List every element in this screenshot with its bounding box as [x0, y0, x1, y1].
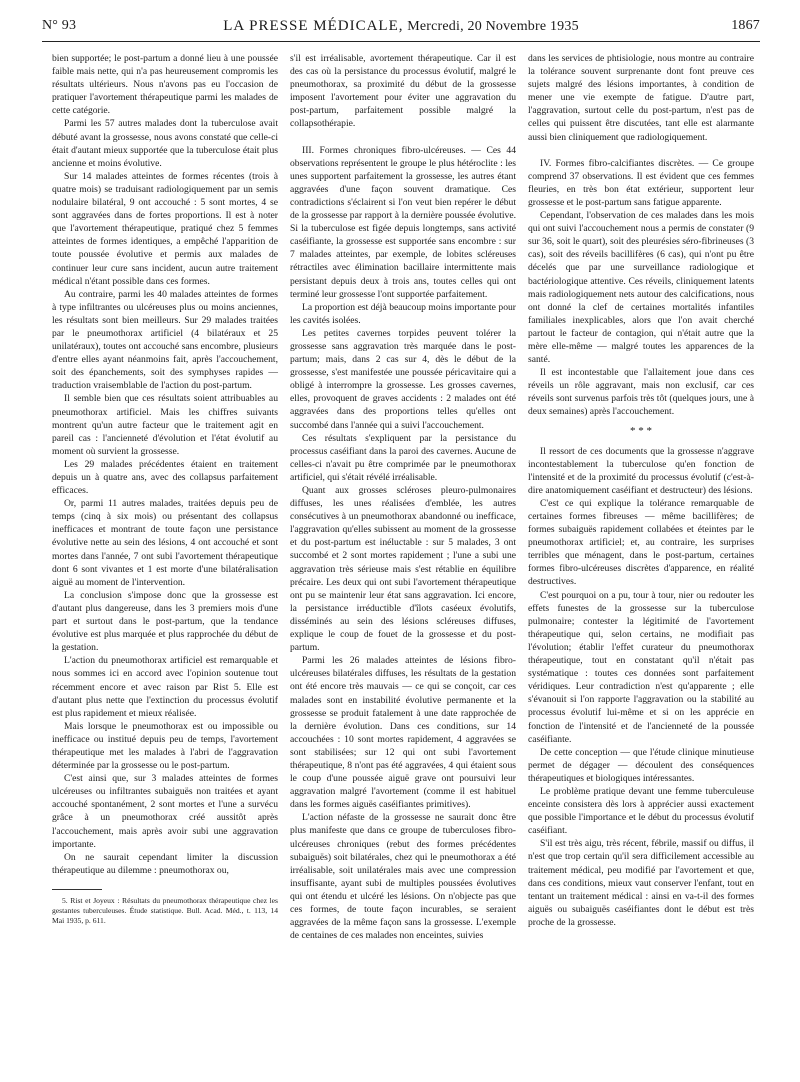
paragraph: L'action néfaste de la grossesse ne saurait donc être plus manifeste que dans ce groupe de tuberculoses fibro-ulcéreuses chroniques (rebut des formes précédentes subaiguës) soit bilatérales, chez qui le pneumothorax a été irréalisable, soit unilatérales mais avec une compression insuffisante, ayant subi de multiples poussées évolutives qui ont étendu et ulcéré les lésions. On n'objecte pas que ces formes, de toute façon incurables, se seraient aggravées de la même façon sans la grossesse. L'exemple de centaines de ces malades non enceintes, suivies	[290, 812, 516, 942]
paragraph: Sur 14 malades atteintes de formes récentes (trois à quatre mois) se traduisant radiologiquement par un semis nodulaire bilatéral, 9 ont accouché : 5 sont mortes, 4 se sont aggravées dans de fortes proportions. Il est à noter que l'avortement thérapeutique, pratiqué chez 5 femmes atteintes de formes identiques, a empêché l'apparition de toute poussée évolutive et permis aux malades de continuer leur cure sans incident, aucun autre traitement médical n'étant possible dans ces formes.	[52, 170, 278, 287]
paragraph: C'est ainsi que, sur 3 malades atteintes de formes ulcéreuses ou infiltrantes subaiguës non traitées et ayant accouché spontanément, 2 sont mortes et l'une a survécu grâce à un pneumothorax créé aussitôt après l'accouchement, mais après avoir subi une aggravation importante.	[52, 773, 278, 850]
paragraph: Parmi les 57 autres malades dont la tuberculose avait débuté avant la grossesse, nous avons constaté que celle-ci était d'autant mieux supportée que la tuberculose était plus ancienne et moins évolutive.	[52, 118, 278, 169]
page-number: 1867	[731, 18, 760, 33]
paragraph: Il est incontestable que l'allaitement joue dans ces réveils un rôle aggravant, mais non exclusif, car ces réveils sont survenus parfois très tôt (quelques jours, une à deux semaines) après l'accouchement.	[528, 367, 754, 418]
paragraph: IV. Formes fibro-calcifiantes discrètes. — Ce groupe comprend 37 observations. Il est évident que ces femmes fleuries, en très bon état extérieur, supportent leur grossesse et le post-partum sans fatigue apparente.	[528, 157, 754, 208]
paragraph: Cependant, l'observation de ces malades dans les mois qui ont suivi l'accouchement nous a permis de constater (9 sur 36, soit le quart), soit des pleurésies séro-fibrineuses (3 cas), soit des réveils bacillifères (6 cas), qui n'ont pu être décelés que par une surveillance radiologique et bactériologique attentive. Ces réveils, cliniquement latents mais radiologiquement nets autour des calcifications, nous ont donné la clef de certaines mortalités infantiles familiales inexplicables, alors que l'on avait cherché partout le facteur de contagion, qui n'était autre que la mère elle-même — malgré toutes les apparences de la santé.	[528, 210, 754, 366]
paragraph: Il semble bien que ces résultats soient attribuables au pneumothorax artificiel. Mais les chiffres suivants montrent qu'un autre facteur que le traitement agit en pareil cas : l'ancienneté d'évolution et l'état évolutif au moment où survient la grossesse.	[52, 393, 278, 457]
paragraph: On ne saurait cependant limiter la discussion thérapeutique au dilemme : pneumothorax ou,	[52, 851, 278, 876]
header-rule	[42, 41, 760, 42]
paragraph: s'il est irréalisable, avortement thérapeutique. Car il est des cas où la persistance du processus évolutif, malgré le pneumothorax, sa proximité du début de la grossesse imposent l'avortement pour éviter une aggravation du post-partum, parfaitement possible malgré la collapsothérapie.	[290, 53, 516, 130]
paragraph: Ces résultats s'expliquent par la persistance du processus caséifiant dans la paroi des cavernes. Aucune de celles-ci n'avait pu être comprimée par le pneumothorax artificiel, qui s'était révélé irréalisable.	[290, 432, 516, 483]
paragraph: Quant aux grosses scléroses pleuro-pulmonaires diffuses, les unes réalisées d'emblée, les autres consécutives à un pneumothorax abandonné ou inefficace, l'aggravation qu'elles subissent au moment de la grossesse et du post-partum est inéluctable : sur 5 malades, 3 ont succombé et 2 sont mortes rapidement ; l'une a subi une aggravation très sérieuse mais s'est rétablie en équilibre précaire. Les deux qui ont subi l'avortement thérapeutique ont pu se maintenir leur état sans aggravation. Ici encore, la persistance irréductible d'îlots caséeux évolutifs, disséminés au sein des lésions scléreuses diffuses, explique le coup de fouet de la grossesse et du post-partum.	[290, 485, 516, 654]
column-2	[290, 52, 516, 942]
paragraph: Le problème pratique devant une femme tuberculeuse enceinte consistera dès lors à apprécier aussi exactement que possible l'importance et le début du processus évolutif caséifiant.	[528, 785, 754, 837]
column-1	[52, 52, 278, 926]
footnote: 5. Rist et Joyeux : Résultats du pneumothorax thérapeutique chez les gestantes tuberculeuses. Étude statistique. Bull. Acad. Méd., t. 113, 14 Mai 1935, p. 611.	[52, 895, 278, 925]
page-header	[42, 18, 760, 40]
paragraph: III. Formes chroniques fibro-ulcéreuses. — Ces 44 observations représentent le groupe le plus hétéroclite : les unes supportent parfaitement la grossesse, les autres étant aggravées d'une façon souvent dramatique. Ces contradictions s'éclairent si l'on veut bien repérer le début de la grossesse par rapport à la dernière poussée évolutive. Si la tuberculose est figée depuis longtemps, sans activité caséifiante, la grossesse est supportée sans encombre : sur 7 malades atteintes, par exemple, de lobites scléreuses rétractiles avec élimination bacillaire intermittente mais persistant depuis deux à trois ans, toutes celles qui ont terminé leur grossesse l'ont supportée parfaitement.	[290, 144, 516, 300]
paragraph: Au contraire, parmi les 40 malades atteintes de formes à type infiltrantes ou ulcéreuses plus ou moins anciennes, les résultats sont bien meilleurs. Sur 29 malades traitées par le pneumothorax artificiel (4 bilatéraux et 25 unilatéraux), toutes ont accouché sans encombre, plusieurs d'entre elles ayant néanmoins fait, après l'accouchement, soit des épanchements, soit des symphyses rapides — traduction vraisemblable de l'action du post-partum.	[52, 288, 278, 392]
paragraph: Les petites cavernes torpides peuvent tolérer la grossesse sans aggravation très marquée dans le post-partum; mais, dans 2 cas sur 4, dès le début de la grossesse, s'est manifestée une poussée péricavitaire qui a obligé à interrompre la grossesse. Les grosses cavernes, elles, provoquent de graves accidents : 2 malades ont été aggravées dans des proportions telles qu'elles ont succombé dans l'année qui a suivi l'accouchement.	[290, 327, 516, 431]
journal-name: LA PRESSE MÉDICALE,	[223, 18, 404, 34]
paragraph: C'est ce qui explique la tolérance remarquable de certaines formes fibreuses — même bacillifères; de formes subaiguës rapidement collabées et éteintes par le pneumothorax artificiel; et, au contraire, les surprises terribles que ménagent, dans le post-partum, certaines formes fibro-ulcéreuses discrètes d'apparence, en réalité destructives.	[528, 497, 754, 588]
issue-date: Mercredi, 20 Novembre 1935	[407, 19, 579, 34]
paragraph: Or, parmi 11 autres malades, traitées depuis peu de temps (cinq à six mois) ou présentant des collapsus inefficaces et montrant de toute façon une persistance évolutive nette au sein des lésions, 4 ont accouché et sont mortes dans l'année, 7 ont subi l'avortement thérapeutique dont 6 sont vivantes et 1 est morte d'une bilatéralisation aiguë au moment de l'intervention.	[52, 498, 278, 588]
paragraph: C'est pourquoi on a pu, tour à tour, nier ou redouter les effets funestes de la grossesse sur la tuberculose pulmonaire; contester la légitimité de l'avortement thérapeutique qui, selon certains, ne modifiait pas l'évolution; établir l'effet curateur du pneumothorax thérapeutique, tout en constatant qu'il n'était pas systématique : toutes ces données sont parfaitement véridiques. Leur contradiction n'est qu'apparente ; elle s'évanouit si l'on rapporte l'aggravation ou la stabilité au processus évolutif lui-même et si on les apprécie en fonction de l'intensité et de l'ancienneté de la poussée caséifiante.	[528, 589, 754, 745]
issue-number: N° 93	[42, 18, 77, 33]
section-separator-stars: * * *	[630, 424, 652, 437]
section-gap	[290, 131, 516, 144]
paragraph: L'action du pneumothorax artificiel est remarquable et nous sommes ici en accord avec l'opinion soutenue tout récemment encore et avec raison par Rist 5. Elle est d'autant plus nette que l'extinction du processus évolutif est plus rapidement et mieux réalisée.	[52, 655, 278, 719]
paragraph: La proportion est déjà beaucoup moins importante pour les cavités isolées.	[290, 301, 516, 326]
paragraph: Les 29 malades précédentes étaient en traitement depuis un à quatre ans, avec des collapsus parfaitement efficaces.	[52, 458, 278, 497]
paragraph: bien supportée; le post-partum a donné lieu à une poussée faible mais nette, qui n'a pas heureusement compromis les résultats ultérieurs. Nous n'avons pas eu l'occasion de pratiquer l'avortement thérapeutique parmi les malades de cette catégorie.	[52, 53, 278, 117]
paragraph: La conclusion s'impose donc que la grossesse est d'autant plus dangereuse, dans les 3 premiers mois d'une part et surtout dans le post-partum, que la tendance évolutive est plus marquée et plus rapprochée du début de la gestation.	[52, 589, 278, 654]
paragraph: De cette conception — que l'étude clinique minutieuse permet de dégager — découlent des conséquences thérapeutiques et biologiques intéressantes.	[528, 746, 754, 784]
paragraph: dans les services de phtisiologie, nous montre au contraire la tolérance souvent surprenante dont font preuve ces sujets malgré des lésions importantes, à condition de mener une vie exempte de fatigue. D'autre part, l'aggravation, surtout celle du post-partum, n'est pas de celles qui puissent être discutées, tant elle est alarmante aussi bien cliniquement que radiologiquement.	[528, 53, 754, 143]
footnote-rule	[52, 889, 102, 890]
section-gap	[528, 144, 754, 157]
journal-title	[42, 18, 760, 35]
paragraph: Mais lorsque le pneumothorax est ou impossible ou inefficace ou institué depuis peu de temps, l'avortement thérapeutique met les malades à l'abri de l'aggravation déterminée par la grossesse ou le post-partum.	[52, 720, 278, 772]
paragraph: Parmi les 26 malades atteintes de lésions fibro-ulcéreuses bilatérales diffuses, les résultats de la gestation ont été encore très mauvais — ce qui se conçoit, car ces malades sont en instabilité évolutive permanente et la grossesse se produit fatalement à une date rapprochée de la dernière évolution. Dans ces conditions, sur 14 accouchées : 10 sont mortes rapidement, 4 aggravées se sont stabilisées; sur 12 qui ont subi l'avortement thérapeutique, 8 n'ont pas été aggravées, 4 qui étaient sous le coup d'une poussée aiguë grave ont poursuivi leur aggravation malgré l'avortement (comme il est habituel dans les formes aiguës caséifiantes primitives).	[290, 655, 516, 811]
paragraph: Il ressort de ces documents que la grossesse n'aggrave incontestablement la tuberculose qu'en fonction de l'intensité et de la proximité du processus évolutif (c'est-à-dire anatomiquement caséifiant et destructeur) des lésions.	[528, 445, 754, 496]
column-3	[528, 52, 754, 929]
paragraph: S'il est très aigu, très récent, fébrile, massif ou diffus, il n'est que trop certain qu'il sera difficilement accessible au traitement médical, peu modifié par l'avortement et que, dans ces conditions, mieux vaut conserver l'enfant, tout en tentant un traitement médical : ainsi en va-t-il des formes aiguës ou subaiguës caséifiantes dont le début est très proche de la grossesse.	[528, 838, 754, 928]
